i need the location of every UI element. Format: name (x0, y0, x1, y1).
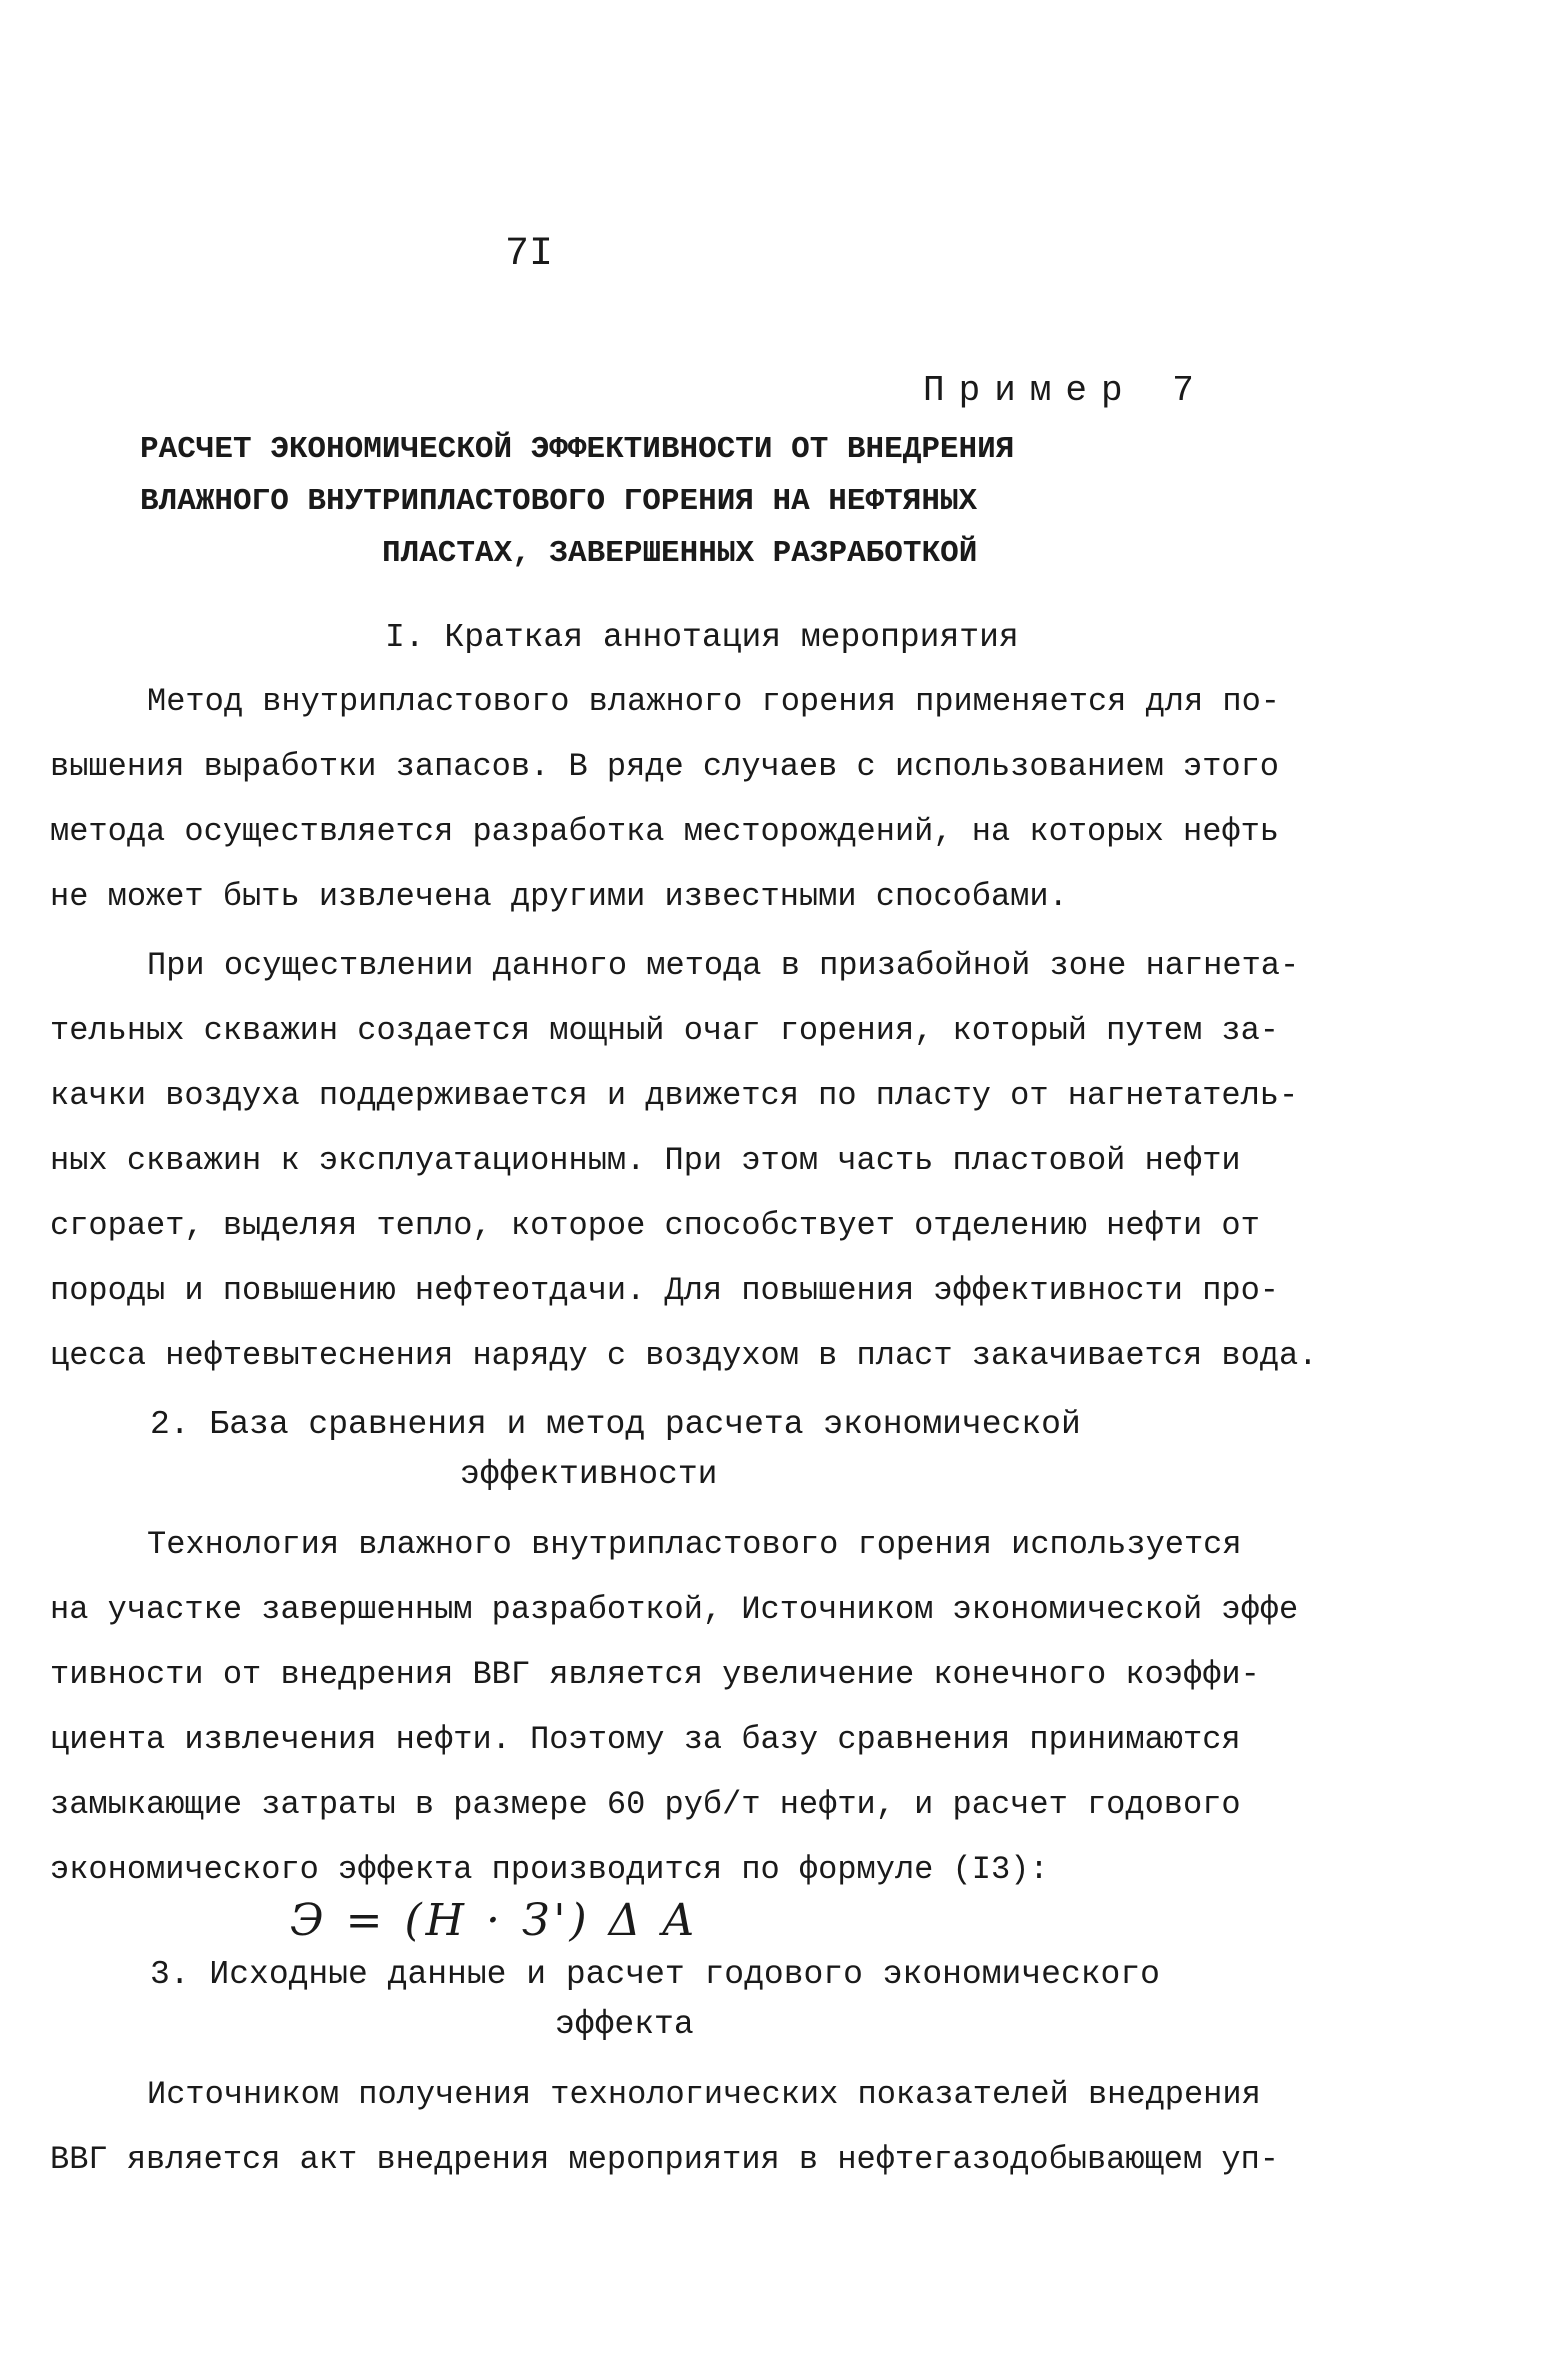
page-number: 7I (505, 232, 554, 277)
paragraph-line: Метод внутрипластового влажного горения применяется для по- (147, 683, 1280, 720)
paragraph-line: вышения выработки запасов. В ряде случаев с использованием этого (50, 748, 1279, 785)
paragraph-line: сгорает, выделяя тепло, которое способствует отделению нефти от (50, 1207, 1260, 1244)
title-line: ВЛАЖНОГО ВНУТРИПЛАСТОВОГО ГОРЕНИЯ НА НЕФТЯНЫХ (140, 484, 978, 519)
section-heading: I. Краткая аннотация мероприятия (385, 619, 1019, 656)
section-heading: эффекта (555, 2006, 694, 2043)
paragraph-line: на участке завершенным разработкой, Источником экономической эффе (50, 1591, 1299, 1628)
example-label: Пример 7 (923, 370, 1208, 411)
paragraph-line: породы и повышению нефтеотдачи. Для повышения эффективности про- (50, 1272, 1279, 1309)
paragraph-line: цесса нефтевытеснения наряду с воздухом в пласт закачивается вода. (50, 1337, 1318, 1374)
paragraph-line: тельных скважин создается мощный очаг горения, который путем за- (50, 1012, 1279, 1049)
handwritten-formula: Э = (Н · З') Δ A (290, 1895, 699, 1946)
paragraph-line: метода осуществляется разработка месторождений, на которых нефть (50, 813, 1279, 850)
section-heading: эффективности (460, 1456, 718, 1493)
paragraph-line: Технология влажного внутрипластового горения используется (147, 1526, 1242, 1563)
paragraph-line: ВВГ является акт внедрения мероприятия в нефтегазодобывающем уп- (50, 2141, 1279, 2178)
title-line: РАСЧЕТ ЭКОНОМИЧЕСКОЙ ЭФФЕКТИВНОСТИ ОТ ВНЕДРЕНИЯ (140, 432, 1015, 467)
section-heading: 3. Исходные данные и расчет годового экономического (150, 1956, 1160, 1993)
paragraph-line: замыкающие затраты в размере 60 руб/т нефти, и расчет годового (50, 1786, 1241, 1823)
paragraph-line: тивности от внедрения ВВГ является увеличение конечного коэффи- (50, 1656, 1260, 1693)
paragraph-line: не может быть извлечена другими известными способами. (50, 878, 1068, 915)
paragraph-line: ных скважин к эксплуатационным. При этом часть пластовой нефти (50, 1142, 1241, 1179)
paragraph-line: экономического эффекта производится по формуле (I3): (50, 1851, 1049, 1888)
section-heading: 2. База сравнения и метод расчета экономической (150, 1406, 1081, 1443)
paragraph-line: качки воздуха поддерживается и движется по пласту от нагнетатель- (50, 1077, 1299, 1114)
paragraph-line: циента извлечения нефти. Поэтому за базу сравнения принимаются (50, 1721, 1241, 1758)
paragraph-line: При осуществлении данного метода в призабойной зоне нагнета- (147, 947, 1300, 984)
title-line: ПЛАСТАХ, ЗАВЕРШЕННЫХ РАЗРАБОТКОЙ (382, 536, 978, 571)
paragraph-line: Источником получения технологических показателей внедрения (147, 2076, 1261, 2113)
